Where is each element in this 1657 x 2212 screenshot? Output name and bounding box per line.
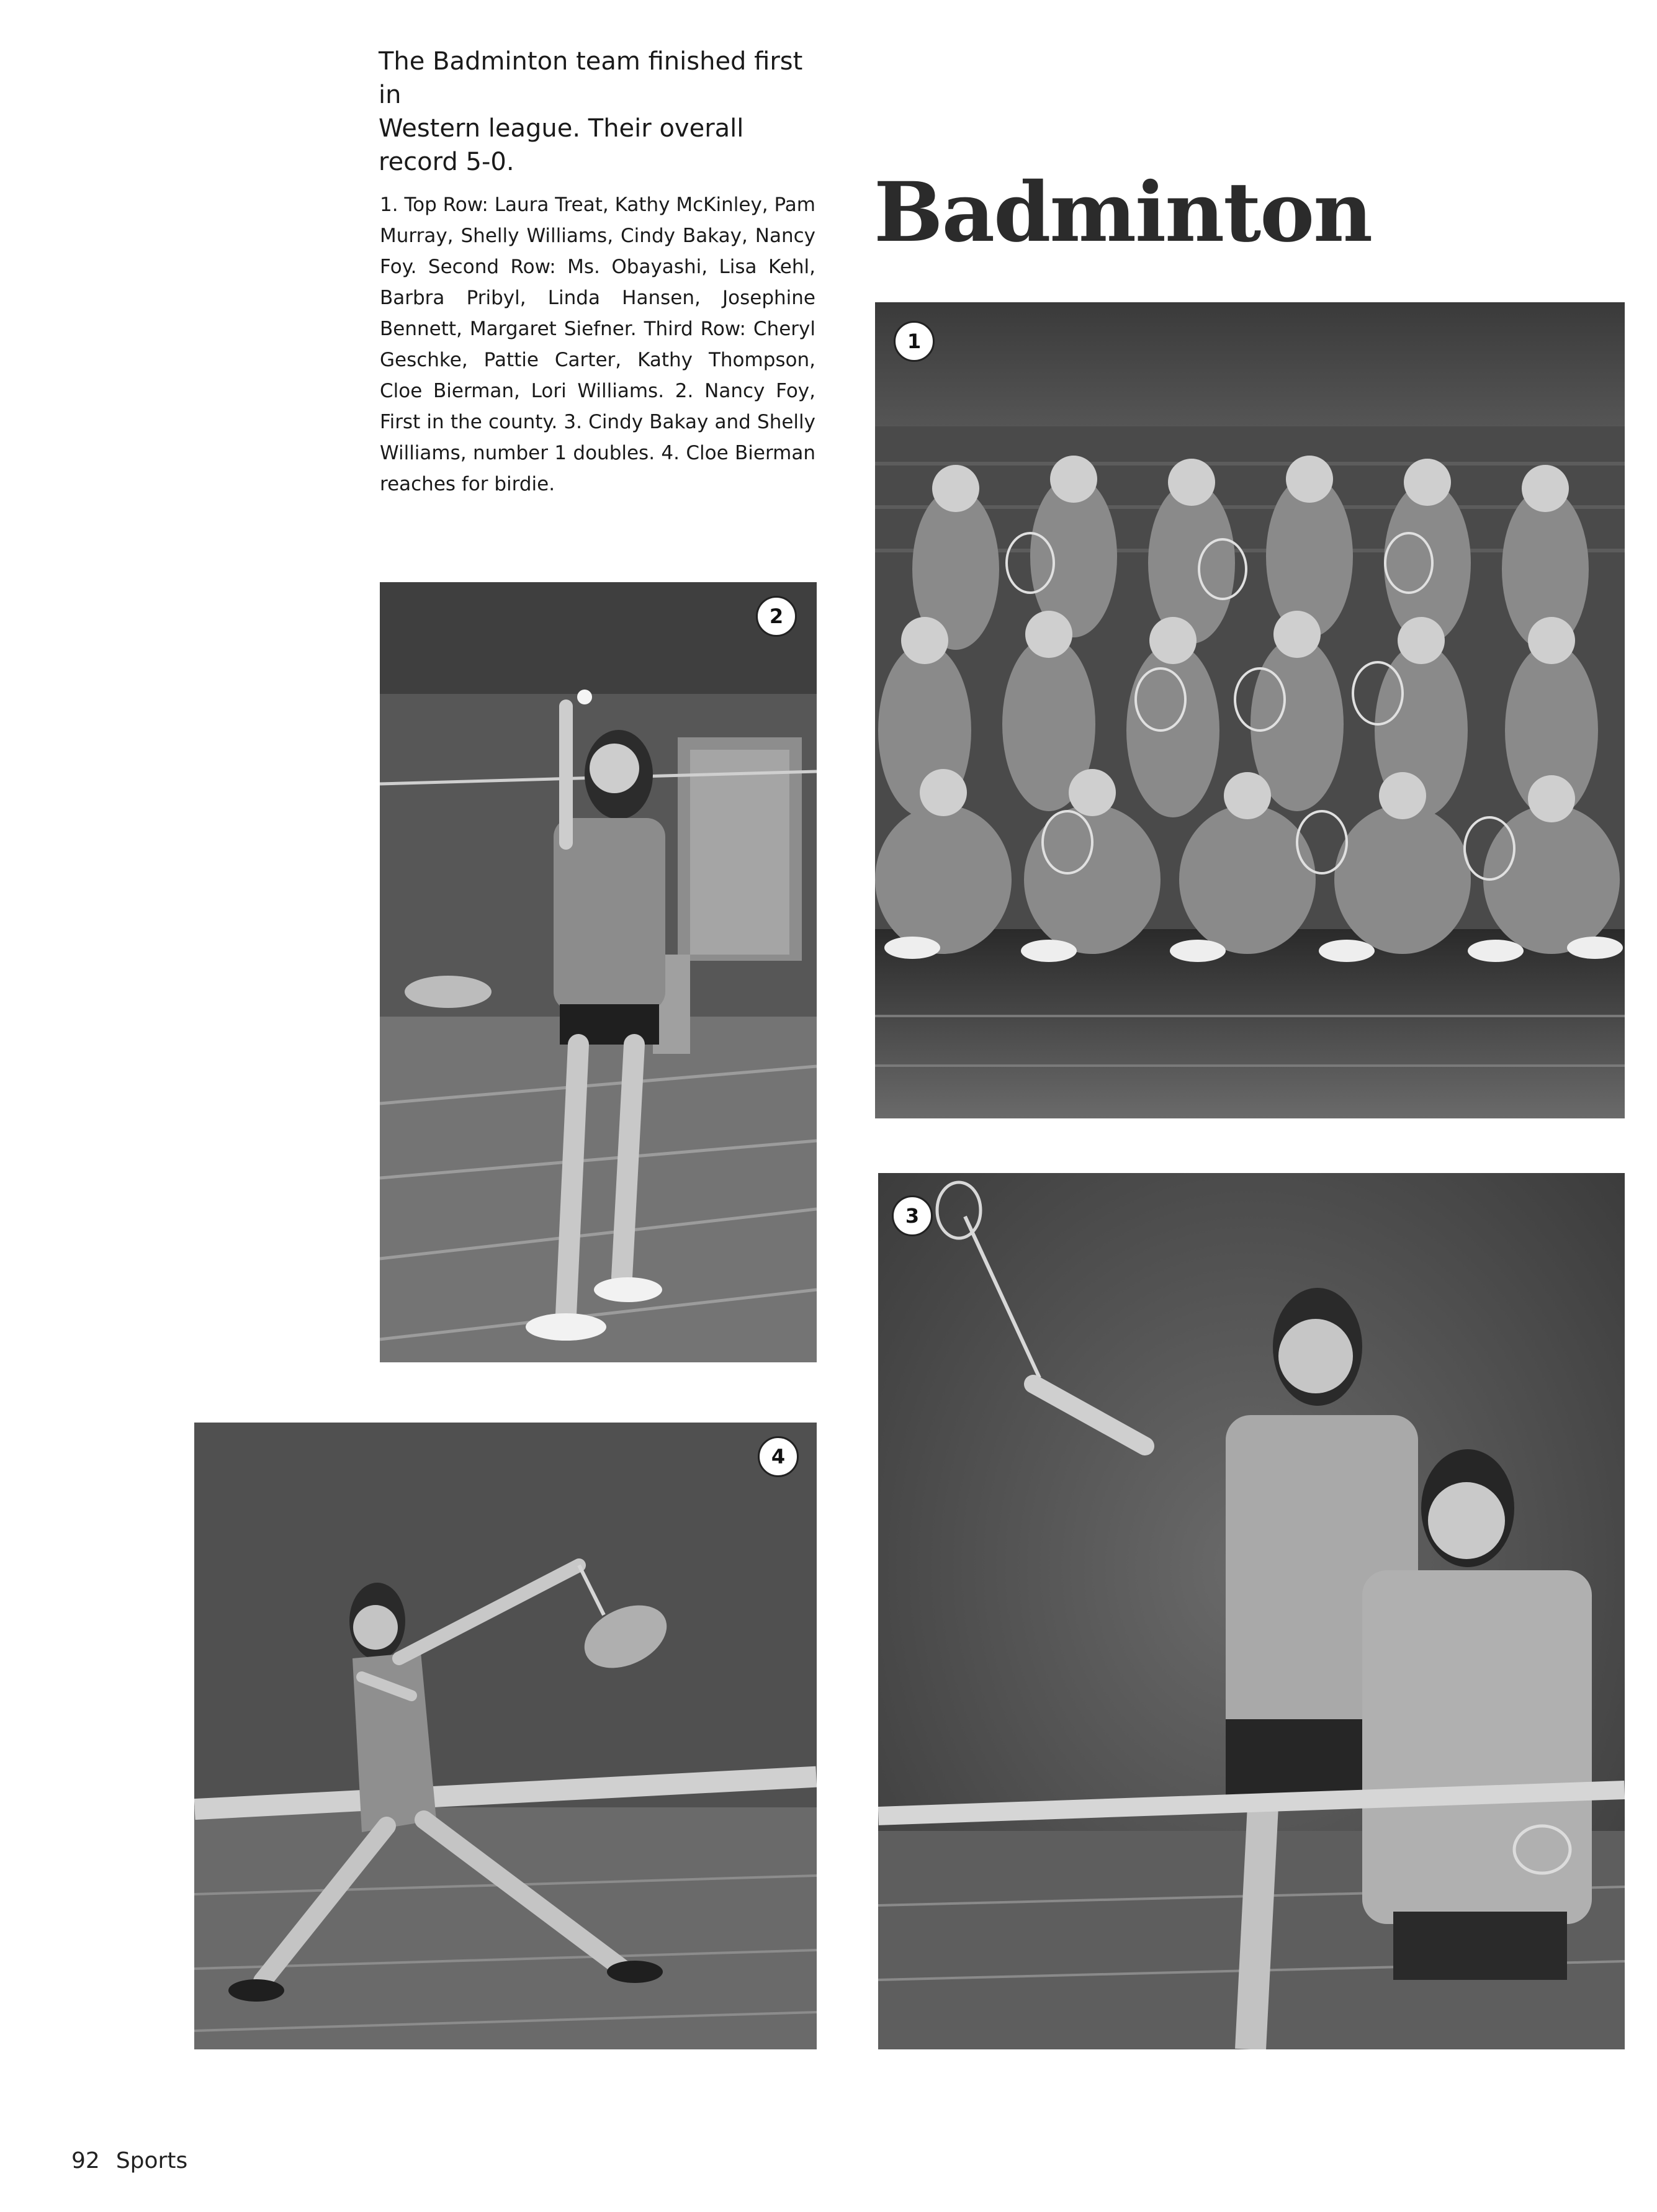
intro-line-1: The Badminton team finished first in [379, 47, 803, 109]
intro-line-2: Western league. Their overall [379, 114, 744, 143]
team-portrait-illustration [875, 302, 1625, 1118]
page-number: 92 [71, 2148, 100, 2174]
intro-line-3: record 5-0. [379, 148, 514, 176]
intro-text [379, 45, 825, 179]
photo-cloe-bierman [194, 1423, 817, 2049]
page-footer [71, 2147, 187, 2175]
photo-doubles [878, 1173, 1625, 2049]
photo-number-badge: 1 [894, 321, 935, 362]
photo-number-badge: 4 [758, 1436, 799, 1477]
player-serving-illustration [380, 582, 817, 1362]
doubles-illustration [878, 1173, 1625, 2049]
photo-number-badge: 2 [756, 596, 797, 637]
photo-nancy-foy [380, 582, 817, 1362]
photo-caption: 1. Top Row: Laura Treat, Kathy McKinley, Pam Murray, Shelly Williams, Cindy Bakay, Nancy Foy. Second Row: Ms. Obayashi, Lisa Kehl, Barbra Pribyl, Linda Hansen, Josephine Bennett, Margaret Siefner. Third Row: Cheryl Geschke, Pattie Carter, Kathy Thompson, Cloe Bierman, Lori Williams. 2. Nancy Foy, First in the county. 3. Cindy Bakay and Shelly Williams, number 1 doubles. 4. Cloe Bierman reaches for birdie. [380, 194, 815, 495]
photo-team-portrait [875, 302, 1625, 1118]
photo-number-badge: 3 [892, 1195, 933, 1236]
player-reaching-illustration [194, 1423, 817, 2049]
page-title: Badminton [874, 164, 1372, 261]
section-name: Sports [115, 2148, 188, 2174]
